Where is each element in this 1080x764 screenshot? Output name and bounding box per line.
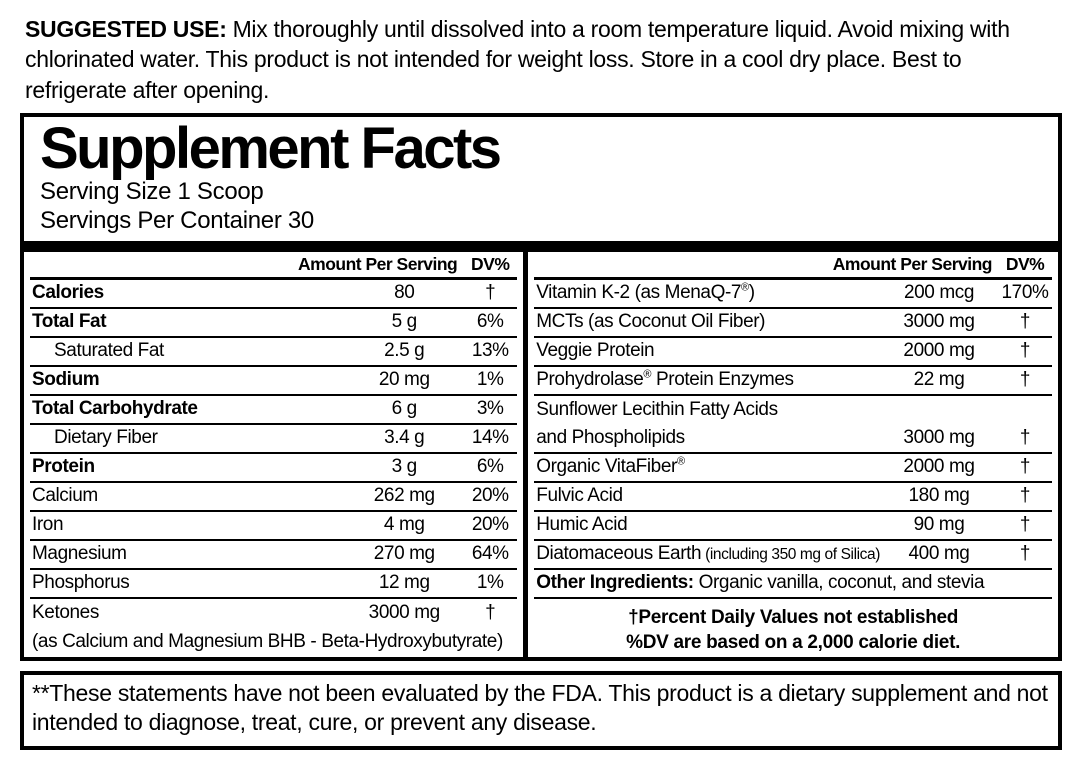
ingredient-name: Dietary Fiber <box>54 427 158 449</box>
right-column-header <box>534 252 1052 280</box>
ingredient-name: Protein <box>32 456 95 478</box>
ingredient-name: Calcium <box>32 485 98 507</box>
table-row <box>534 309 1052 338</box>
dv-value: 1% <box>476 572 504 594</box>
table-row <box>534 512 1052 541</box>
table-row <box>534 541 1052 570</box>
table-row <box>30 628 517 657</box>
table-row <box>30 570 517 599</box>
table-row <box>30 425 517 454</box>
dv-value: † <box>1019 311 1031 333</box>
table-row <box>30 541 517 570</box>
table-row <box>534 338 1052 367</box>
ingredient-name: Sunflower Lecithin Fatty Acids <box>536 399 778 421</box>
footnote-line-1: †Percent Daily Values not established <box>628 606 959 628</box>
amount-value: 400 mg <box>908 543 970 565</box>
ingredient-name: Iron <box>32 514 64 536</box>
amount-value: 2000 mg <box>903 340 975 362</box>
table-row <box>534 570 1052 599</box>
ingredient-name: Diatomaceous Earth (including 350 mg of Silica) <box>536 543 880 565</box>
amount-header: Amount Per Serving <box>298 253 458 274</box>
dv-value: 3% <box>476 398 504 420</box>
left-rows <box>30 280 517 657</box>
amount-value: 270 mg <box>373 543 435 565</box>
ingredient-name-note: (including 350 mg of Silica) <box>701 546 880 564</box>
nutrition-table <box>24 252 1058 657</box>
ingredient-name: Saturated Fat <box>54 340 164 362</box>
ingredient-name: Humic Acid <box>536 514 628 536</box>
amount-value: 3000 mg <box>903 427 975 449</box>
dv-value: 20% <box>471 514 509 536</box>
dv-value: † <box>1019 340 1031 362</box>
nutrition-table-right-column <box>528 252 1058 657</box>
dv-value: † <box>485 602 496 624</box>
amount-value: 5 g <box>391 311 417 333</box>
ingredient-name: Total Fat <box>32 311 107 333</box>
suggested-use-text: Mix thoroughly until dissolved into a room temperature liquid. Avoid mixing with chlorinated water. This product is not intended for weight loss. Store in a cool dry place. Best to refrigerate after opening. <box>25 16 1010 103</box>
amount-value: 3.4 g <box>384 427 425 449</box>
ingredient-name: Vitamin K-2 (as MenaQ-7®) <box>536 282 755 304</box>
left-column-header <box>30 252 517 280</box>
amount-value: 3 g <box>391 456 417 478</box>
dv-value: † <box>1019 485 1031 507</box>
table-row <box>30 338 517 367</box>
daily-value-footnote <box>534 599 1052 655</box>
ingredient-name: Total Carbohydrate <box>32 398 198 420</box>
supplement-facts-panel <box>20 113 1062 661</box>
table-row <box>30 309 517 338</box>
table-row <box>534 483 1052 512</box>
dv-value: 64% <box>471 543 509 565</box>
footnote-line-2: %DV are based on a 2,000 calorie diet. <box>626 631 961 653</box>
dv-value: 170% <box>1001 282 1049 304</box>
dv-value: 1% <box>476 369 504 391</box>
amount-value: 90 mg <box>913 514 965 536</box>
servings-per-container: Servings Per Container 30 <box>40 206 314 234</box>
amount-header: Amount Per Serving <box>832 253 992 274</box>
dv-value: 20% <box>471 485 509 507</box>
dv-value: † <box>485 282 496 304</box>
nutrition-table-left-column <box>24 252 528 657</box>
dv-value: † <box>1019 427 1031 449</box>
dv-value: † <box>1019 514 1031 536</box>
amount-value: 262 mg <box>373 485 435 507</box>
serving-size: Serving Size 1 Scoop <box>40 178 264 206</box>
panel-header <box>24 117 1058 241</box>
table-row <box>534 454 1052 483</box>
ingredient-name: Organic VitaFiber® <box>536 456 685 478</box>
table-row <box>534 396 1052 425</box>
ingredient-name: MCTs (as Coconut Oil Fiber) <box>536 311 766 333</box>
amount-value: 20 mg <box>378 369 430 391</box>
right-rows <box>534 280 1052 599</box>
amount-value: 2.5 g <box>384 340 425 362</box>
suggested-use-paragraph <box>25 14 1052 105</box>
ingredient-name: Fulvic Acid <box>536 485 623 507</box>
ingredient-name: Veggie Protein <box>536 340 655 362</box>
amount-value: 6 g <box>391 398 417 420</box>
amount-value: 3000 mg <box>368 602 440 624</box>
dv-value: † <box>1019 369 1031 391</box>
table-row <box>30 599 517 628</box>
amount-value: 180 mg <box>908 485 970 507</box>
amount-value: 2000 mg <box>903 456 975 478</box>
panel-title: Supplement Facts <box>40 116 500 182</box>
dv-value: † <box>1019 543 1031 565</box>
dv-header: DV% <box>471 253 510 274</box>
amount-value: 80 <box>394 282 415 304</box>
dv-value: 13% <box>471 340 509 362</box>
ingredient-name: Sodium <box>32 369 100 391</box>
ingredient-name: and Phospholipids <box>536 427 685 449</box>
table-row <box>30 280 517 309</box>
table-row <box>534 280 1052 309</box>
header-divider-bar <box>24 241 1058 252</box>
ingredient-name: Phosphorus <box>32 572 130 594</box>
ingredient-name: (as Calcium and Magnesium BHB - Beta-Hydroxybutyrate) <box>32 631 503 653</box>
dv-header: DV% <box>1005 253 1045 274</box>
ingredient-name: Prohydrolase® Protein Enzymes <box>536 369 794 391</box>
suggested-use-label: SUGGESTED USE: <box>25 16 227 42</box>
ingredient-name: Other Ingredients: Organic vanilla, coconut, and stevia <box>536 572 985 594</box>
table-row <box>30 367 517 396</box>
dv-value: 6% <box>476 311 504 333</box>
table-row <box>30 483 517 512</box>
table-row <box>534 425 1052 454</box>
table-row <box>534 367 1052 396</box>
amount-value: 3000 mg <box>903 311 975 333</box>
fda-disclaimer: **These statements have not been evaluated by the FDA. This product is a dietary supplement and not intended to diagnose, treat, cure, or prevent any disease. <box>20 671 1062 750</box>
amount-value: 4 mg <box>383 514 425 536</box>
table-row <box>30 454 517 483</box>
ingredient-name: Ketones <box>32 602 99 624</box>
ingredient-name: Calories <box>32 282 104 304</box>
ingredient-name: Magnesium <box>32 543 127 565</box>
table-row <box>30 396 517 425</box>
dv-value: † <box>1019 456 1031 478</box>
dv-value: 6% <box>476 456 504 478</box>
amount-value: 22 mg <box>913 369 965 391</box>
table-row <box>30 512 517 541</box>
amount-value: 12 mg <box>378 572 430 594</box>
amount-value: 200 mcg <box>903 282 975 304</box>
dv-value: 14% <box>471 427 509 449</box>
